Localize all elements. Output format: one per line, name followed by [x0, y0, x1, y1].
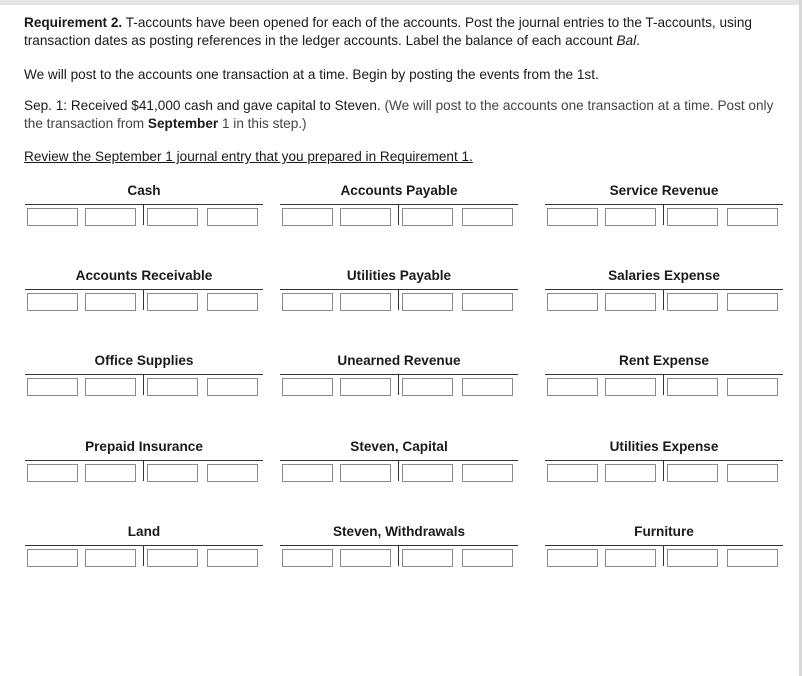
credit-amount-input[interactable]	[727, 293, 778, 311]
credit-date-input[interactable]	[667, 464, 718, 482]
t-account-title: Utilities Payable	[346, 268, 452, 283]
credit-amount-input[interactable]	[207, 293, 258, 311]
t-account-rule	[280, 204, 518, 205]
debit-date-input[interactable]	[27, 549, 78, 567]
requirement-end: .	[636, 32, 640, 48]
credit-date-input[interactable]	[402, 378, 453, 396]
credit-date-input[interactable]	[667, 378, 718, 396]
t-account-divider	[398, 374, 399, 395]
t-account	[280, 439, 518, 479]
debit-amount-input[interactable]	[605, 208, 656, 226]
t-account	[545, 524, 783, 564]
t-account-rule	[280, 545, 518, 546]
t-account-divider	[143, 289, 144, 310]
t-account-rule	[280, 374, 518, 375]
credit-date-input[interactable]	[402, 293, 453, 311]
credit-amount-input[interactable]	[727, 378, 778, 396]
t-account-divider	[143, 204, 144, 225]
t-account	[25, 353, 263, 393]
debit-date-input[interactable]	[547, 293, 598, 311]
t-account-rule	[545, 460, 783, 461]
credit-date-input[interactable]	[402, 549, 453, 567]
t-account-title: Office Supplies	[94, 353, 194, 368]
debit-amount-input[interactable]	[340, 208, 391, 226]
debit-amount-input[interactable]	[85, 549, 136, 567]
credit-date-input[interactable]	[147, 208, 198, 226]
t-account-rule	[280, 289, 518, 290]
t-account-title: Prepaid Insurance	[85, 439, 203, 454]
t-account-divider	[398, 460, 399, 481]
t-account-title: Steven, Withdrawals	[332, 524, 466, 539]
t-account-divider	[398, 545, 399, 566]
credit-date-input[interactable]	[402, 464, 453, 482]
t-account-rule	[25, 460, 263, 461]
t-account-title: Service Revenue	[609, 183, 719, 198]
t-account	[545, 439, 783, 479]
debit-date-input[interactable]	[282, 208, 333, 226]
transaction-note-month: September	[147, 115, 219, 131]
debit-amount-input[interactable]	[340, 293, 391, 311]
credit-amount-input[interactable]	[462, 208, 513, 226]
t-account-title: Land	[127, 524, 161, 539]
credit-date-input[interactable]	[147, 293, 198, 311]
credit-amount-input[interactable]	[727, 464, 778, 482]
credit-amount-input[interactable]	[462, 293, 513, 311]
credit-amount-input[interactable]	[462, 549, 513, 567]
t-account-rule	[280, 460, 518, 461]
credit-amount-input[interactable]	[207, 378, 258, 396]
t-account	[545, 353, 783, 393]
t-account	[25, 268, 263, 308]
t-account-title: Utilities Expense	[609, 439, 719, 454]
credit-date-input[interactable]	[667, 549, 718, 567]
t-account	[280, 524, 518, 564]
debit-date-input[interactable]	[282, 549, 333, 567]
transaction-note: (We will post to the accounts one transaction at a time. Post only the transaction from	[24, 98, 774, 131]
credit-amount-input[interactable]	[462, 464, 513, 482]
debit-date-input[interactable]	[547, 464, 598, 482]
t-account-rule	[545, 289, 783, 290]
requirement-label: Requirement 2.	[24, 15, 123, 30]
debit-amount-input[interactable]	[605, 549, 656, 567]
t-account-rule	[545, 374, 783, 375]
t-account-rule	[25, 374, 263, 375]
t-account-divider	[143, 460, 144, 481]
t-account	[25, 524, 263, 564]
debit-date-input[interactable]	[27, 293, 78, 311]
t-account-title: Accounts Receivable	[75, 268, 213, 283]
t-account-rule	[25, 545, 263, 546]
t-account-rule	[545, 545, 783, 546]
credit-date-input[interactable]	[667, 208, 718, 226]
debit-date-input[interactable]	[27, 378, 78, 396]
t-account-rule	[545, 204, 783, 205]
debit-amount-input[interactable]	[85, 293, 136, 311]
debit-amount-input[interactable]	[340, 464, 391, 482]
t-account	[280, 353, 518, 393]
debit-amount-input[interactable]	[340, 378, 391, 396]
t-account-divider	[663, 289, 664, 310]
t-account	[280, 183, 518, 223]
t-account-divider	[663, 545, 664, 566]
credit-date-input[interactable]	[667, 293, 718, 311]
debit-date-input[interactable]	[282, 293, 333, 311]
t-account-title: Steven, Capital	[350, 439, 448, 454]
debit-amount-input[interactable]	[605, 293, 656, 311]
t-account	[25, 183, 263, 223]
t-account-title: Salaries Expense	[608, 268, 720, 283]
debit-date-input[interactable]	[282, 378, 333, 396]
t-account-rule	[25, 204, 263, 205]
t-account	[545, 183, 783, 223]
t-account-divider	[663, 374, 664, 395]
bal-label: Bal	[616, 32, 637, 48]
t-account-title: Accounts Payable	[340, 183, 458, 198]
t-account-divider	[143, 374, 144, 395]
review-line	[24, 148, 784, 166]
credit-date-input[interactable]	[147, 549, 198, 567]
review-journal-entry-link[interactable]: Review the September 1 journal entry that you prepared in Requirement 1.	[24, 149, 473, 164]
transaction-note-end: 1 in this step.)	[218, 115, 307, 131]
credit-amount-input[interactable]	[207, 549, 258, 567]
credit-amount-input[interactable]	[207, 464, 258, 482]
posting-instruction: We will post to the accounts one transaction at a time. Begin by posting the events from the 1st.	[24, 67, 599, 82]
debit-date-input[interactable]	[547, 208, 598, 226]
debit-date-input[interactable]	[547, 549, 598, 567]
debit-date-input[interactable]	[27, 208, 78, 226]
t-account-title: Rent Expense	[619, 353, 709, 368]
t-account-title: Unearned Revenue	[337, 353, 461, 368]
debit-date-input[interactable]	[27, 464, 78, 482]
transaction-text: Sep. 1: Received $41,000 cash and gave capital to Steven.	[24, 98, 381, 113]
debit-amount-input[interactable]	[605, 464, 656, 482]
credit-amount-input[interactable]	[727, 208, 778, 226]
credit-date-input[interactable]	[147, 378, 198, 396]
debit-amount-input[interactable]	[85, 208, 136, 226]
debit-amount-input[interactable]	[605, 378, 656, 396]
t-account-title: Cash	[127, 183, 161, 198]
credit-amount-input[interactable]	[207, 208, 258, 226]
t-account-title: Furniture	[634, 524, 694, 539]
t-account-divider	[398, 204, 399, 225]
window-top-border	[0, 0, 802, 5]
debit-date-input[interactable]	[547, 378, 598, 396]
t-account-divider	[143, 545, 144, 566]
t-account	[280, 268, 518, 308]
t-account-divider	[398, 289, 399, 310]
debit-amount-input[interactable]	[340, 549, 391, 567]
credit-amount-input[interactable]	[462, 378, 513, 396]
requirement-instructions	[24, 14, 784, 49]
credit-date-input[interactable]	[402, 208, 453, 226]
credit-date-input[interactable]	[147, 464, 198, 482]
t-account	[545, 268, 783, 308]
debit-amount-input[interactable]	[85, 378, 136, 396]
t-account-rule	[25, 289, 263, 290]
t-account	[25, 439, 263, 479]
transaction-description	[24, 97, 784, 132]
debit-date-input[interactable]	[282, 464, 333, 482]
t-account-divider	[663, 204, 664, 225]
credit-amount-input[interactable]	[727, 549, 778, 567]
requirement-text: T-accounts have been opened for each of the accounts. Post the journal entries to the T-accounts, using transaction dates as posting references in the ledger accounts. Label the balance of each account	[24, 15, 752, 48]
t-account-divider	[663, 460, 664, 481]
debit-amount-input[interactable]	[85, 464, 136, 482]
